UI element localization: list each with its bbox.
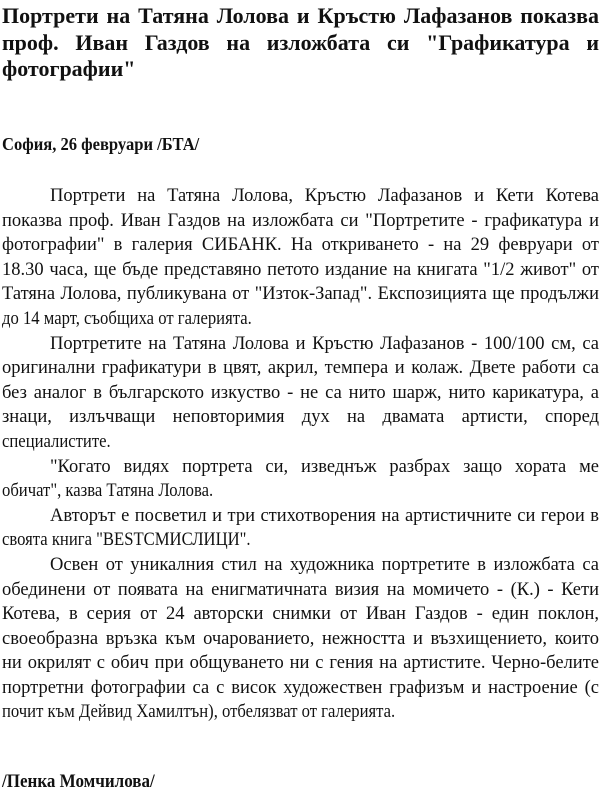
body-line: портретни фотографии са с висок художествен графизъм и настроение (с [2,677,599,698]
body-line: фотографии" в галерия СИБАНК. На откриването - на 29 февруари от [2,235,599,256]
body-line [2,430,599,455]
body-line [2,528,599,553]
body-line [2,479,599,504]
title-line: Портрети на Татяна Лолова и Кръстю Лафазанов показва [2,3,599,28]
body-line-text: специалистите. [2,431,111,452]
article-title [2,3,599,83]
article-body [2,184,599,725]
body-line [2,700,599,725]
body-line: "Когато видях портрета си, изведнъж разбрах защо хората ме [50,456,599,477]
author-signature: /Пенка Момчилова/ [2,772,155,792]
body-line: Портретите на Татяна Лолова и Кръстю Лафазанов - 100/100 см, са [50,333,599,354]
dateline: София, 26 февруари /БТА/ [2,134,200,154]
title-line: фотографии" [2,56,136,81]
body-line [2,307,599,332]
title-line: проф. Иван Газдов на изложбата си "Графикатура и [2,29,599,55]
body-line-text: почит към Дейвид Хамилтън), отбелязват от галерията. [2,702,396,723]
body-line: показва проф. Иван Газдов на изложбата си "Портретите - графикатура и [2,210,599,231]
body-line: обединени от появата на енигматичната визия на момичето - (К.) - Кети [2,579,599,600]
body-line: Авторът е посветил и три стихотворения на артистичните си герои в [50,505,599,526]
body-line: Татяна Лолова, публикувана от "Изток-Запад". Експозицията ще продължи [2,284,599,305]
body-line: оригинални графикатури в цвят, акрил, темпера и колаж. Двете работи са [2,358,599,379]
body-line: 18.30 часа, ще бъде представяно петото издание на книгата "1/2 живот" от [2,259,599,280]
body-line: Портрети на Татяна Лолова, Кръстю Лафазанов и Кети Котева [50,186,599,206]
body-line: ни окрилят с обич при общуването ни с гения на артистите. Черно-белите [2,653,599,674]
article [2,0,599,792]
body-line: Освен от уникалния стил на художника портретите в изложбата са [50,554,599,575]
body-line: Котева, в серия от 24 авторски снимки от Иван Газдов - един поклон, [2,604,599,625]
body-line-text: своята книга "BESTСМИСЛИЦИ". [2,530,251,551]
body-line-text: до 14 март, съобщиха от галерията. [2,308,252,329]
body-line: знаци, излъчващи неповторимия дух на двамата артисти, според [2,407,599,428]
body-line-text: обичат", казва Татяна Лолова. [2,481,214,502]
body-line: своеобразна връзка към очарованието, нежността и възхищението, които [2,628,599,649]
body-line: без аналог в българското изкуство - не са нито шарж, нито карикатура, а [2,382,599,403]
